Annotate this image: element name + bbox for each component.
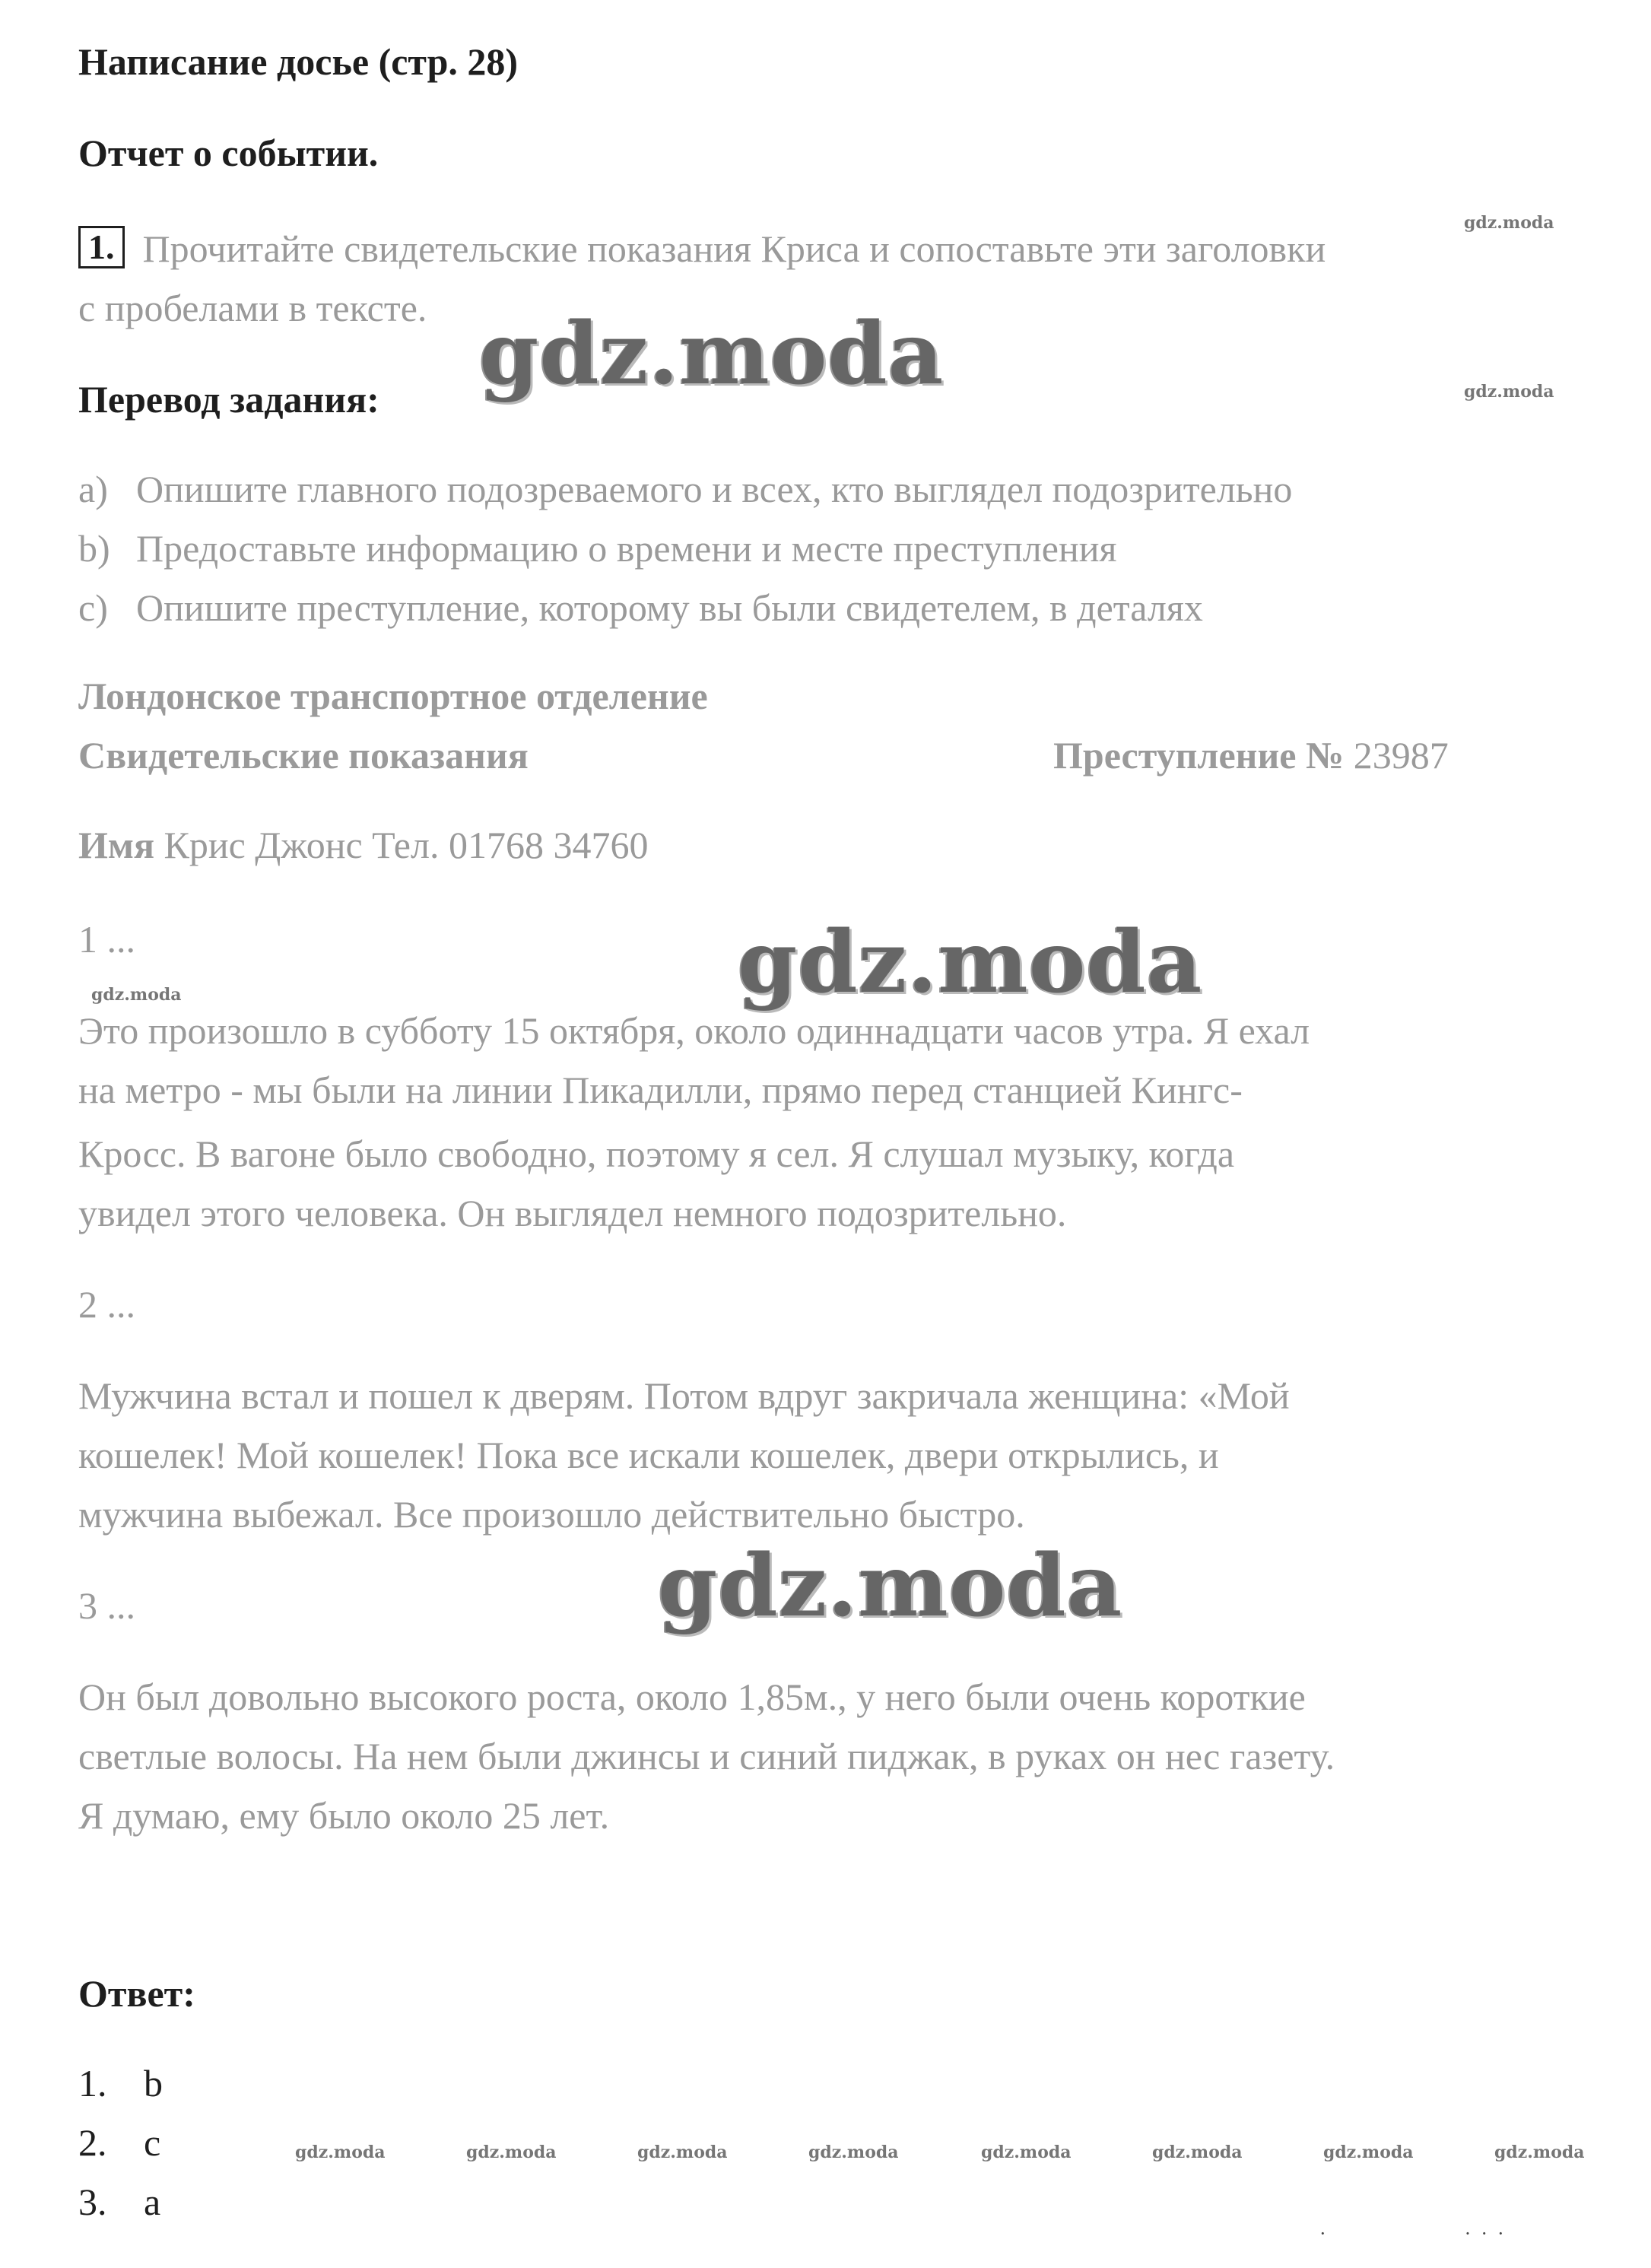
option-b [78,519,1116,578]
watermark-small: gdz.moda [808,2143,899,2162]
department-name: Лондонское транспортное отделение [78,675,708,717]
section-subtitle: Отчет о событии. [78,132,379,174]
option-b-text: Предоставьте информацию о времени и месте преступления [136,527,1117,570]
watermark-small: gdz.moda [466,2143,557,2162]
section-2-line: Мужчина встал и пошел к дверям. Потом вдруг закричала женщина: «Мой [78,1374,1290,1417]
scan-artifact: · · · · [1319,2222,1504,2244]
section-2-line: кошелек! Мой кошелек! Пока все искали кошелек, двери открылись, и [78,1434,1219,1476]
answer-heading: Ответ: [78,1972,195,2015]
answer-item-number: 2. [78,2121,107,2164]
watermark-logo: gdz.moda [658,1536,1123,1636]
section-3-line: Он был довольно высокого роста, около 1,85м., у него были очень короткие [78,1676,1306,1718]
watermark-small: gdz.moda [981,2143,1072,2162]
section-3-line: Я думаю, ему было около 25 лет. [78,1794,610,1837]
option-a-text: Опишите главного подозреваемого и всех, кто выглядел подозрительно [136,468,1293,510]
page-title: Написание досье (стр. 28) [78,40,519,83]
option-c [78,578,1203,637]
section-2-marker: 2 ... [78,1283,135,1326]
watermark-small: gdz.moda [91,985,182,1005]
watermark-small: gdz.moda [295,2143,386,2162]
statement-label: Свидетельские показания [78,734,529,777]
translation-heading: Перевод задания: [78,378,379,421]
answer-item [78,2180,160,2224]
section-1-line: на метро - мы были на линии Пикадилли, прямо перед станцией Кингс- [78,1069,1243,1111]
task-line-2: с пробелами в тексте. [78,287,427,329]
watermark-small: gdz.moda [1494,2143,1585,2162]
task-line-1 [78,219,1326,278]
section-1-marker: 1 ... [78,918,135,961]
option-b-letter: b) [78,527,110,570]
name-value: Крис Джонс Тел. 01768 34760 [164,824,649,866]
section-1-line: увидел этого человека. Он выглядел немного подозрительно. [78,1192,1067,1234]
section-2-line: мужчина выбежал. Все произошло действительно быстро. [78,1493,1025,1536]
witness-name-line [78,823,648,867]
watermark-small: gdz.moda [1323,2143,1414,2162]
option-c-letter: c) [78,586,108,629]
answer-item [78,2061,163,2105]
option-a-letter: a) [78,468,108,510]
answer-item-number: 1. [78,2062,107,2104]
option-c-text: Опишите преступление, которому вы были свидетелем, в деталях [136,586,1203,629]
watermark-logo: gdz.moda [479,304,945,404]
answer-item [78,2120,160,2165]
task-number: 1. [78,226,125,268]
watermark-logo: gdz.moda [738,913,1203,1012]
name-label: Имя [78,824,154,866]
watermark-small: gdz.moda [1152,2143,1243,2162]
answer-item-value: b [144,2062,163,2104]
watermark-small: gdz.moda [637,2143,728,2162]
section-1-line: Кросс. В вагоне было свободно, поэтому я сел. Я слушал музыку, когда [78,1132,1235,1175]
watermark-small: gdz.moda [1464,213,1554,233]
section-1-line: Это произошло в субботу 15 октября, около одиннадцати часов утра. Я ехал [78,1009,1310,1052]
section-3-line: светлые волосы. На нем были джинсы и синий пиджак, в руках он нес газету. [78,1735,1335,1777]
option-a [78,459,1292,519]
watermark-small: gdz.moda [1464,382,1554,402]
answer-item-number: 3. [78,2181,107,2223]
crime-number-line [1053,733,1449,777]
section-3-marker: 3 ... [78,1584,135,1627]
answer-item-value: a [144,2181,161,2223]
task-text-1: Прочитайте свидетельские показания Криса и сопоставьте эти заголовки [142,227,1326,270]
crime-label: Преступление № [1053,734,1345,777]
answer-item-value: c [144,2121,161,2164]
crime-number: 23987 [1353,734,1449,777]
